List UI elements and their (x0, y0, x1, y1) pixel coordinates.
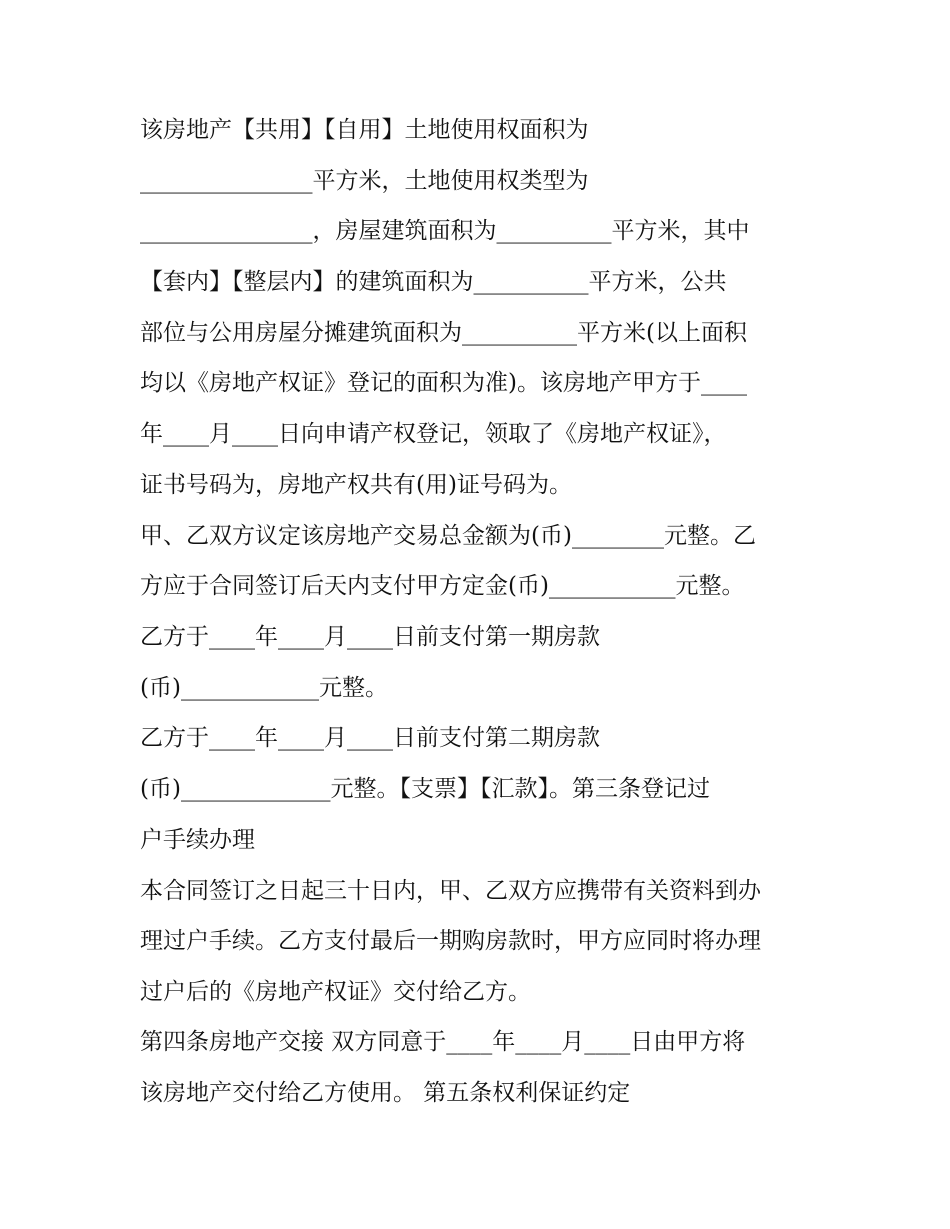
text-line: 该房地产【共用】【自用】土地使用权面积为 (140, 117, 589, 143)
text-line: 乙方于____年____月____日前支付第一期房款 (140, 624, 600, 650)
text-line: 部位与公用房屋分摊建筑面积为__________平方米(以上面积 (140, 320, 747, 346)
text-line: 过户后的《房地产权证》交付给乙方。 (140, 979, 531, 1005)
text-line: 本合同签订之日起三十日内，甲、乙双方应携带有关资料到办 (140, 878, 761, 904)
text-line: 甲、乙双方议定该房地产交易总金额为(币)________元整。乙 (140, 523, 756, 549)
text-line: _______________，房屋建筑面积为__________平方米，其中 (140, 218, 750, 244)
text-line: 证书号码为，房地产权共有(用)证号码为。 (140, 472, 572, 498)
text-line: 理过户手续。乙方支付最后一期购房款时，甲方应同时将办理 (140, 928, 761, 954)
text-line: 户手续办理 (140, 827, 255, 853)
text-line: 均以《房地产权证》登记的面积为准)。该房地产甲方于____ (140, 370, 747, 396)
text-line: 方应于合同签订后天内支付甲方定金(币)___________元整。 (140, 573, 745, 599)
text-line: 年____月____日向申请产权登记，领取了《房地产权证》， (140, 421, 727, 447)
text-line: (币)_____________元整。【支票】【汇款】。第三条登记过 (140, 776, 710, 802)
text-line: 第四条房地产交接 双方同意于____年____月____日由甲方将 (140, 1029, 746, 1055)
text-line: 【套内】【整层内】的建筑面积为__________平方米，公共 (140, 269, 727, 295)
text-line: _______________平方米，土地使用权类型为 (140, 168, 589, 194)
text-line: 乙方于____年____月____日前支付第二期房款 (140, 725, 600, 751)
text-line: (币)____________元整。 (140, 675, 388, 701)
text-line: 该房地产交付给乙方使用。 第五条权利保证约定 (140, 1080, 631, 1106)
